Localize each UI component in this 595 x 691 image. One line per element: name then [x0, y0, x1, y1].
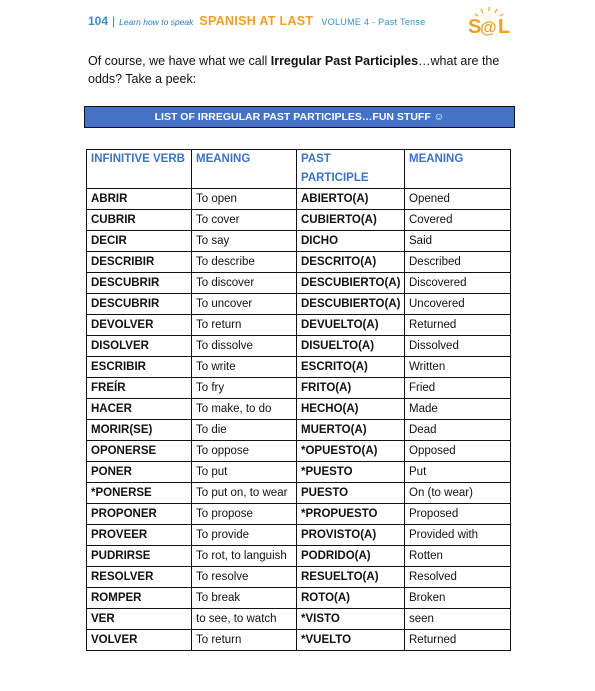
cell-participle-meaning: Resolved — [405, 567, 511, 588]
header-separator: | — [112, 14, 116, 28]
cell-meaning: To describe — [192, 252, 297, 273]
cell-infinitive: ROMPER — [87, 588, 192, 609]
cell-past-participle: RESUELTO(A) — [297, 567, 405, 588]
cell-infinitive: MORIR(SE) — [87, 420, 192, 441]
table-row — [87, 462, 511, 483]
table-body — [87, 189, 511, 651]
table-row — [87, 294, 511, 315]
table-row — [87, 525, 511, 546]
cell-past-participle: DISUELTO(A) — [297, 336, 405, 357]
cell-past-participle: FRITO(A) — [297, 378, 405, 399]
cell-infinitive: DESCRIBIR — [87, 252, 192, 273]
cell-past-participle: ESCRITO(A) — [297, 357, 405, 378]
cell-past-participle: DEVUELTO(A) — [297, 315, 405, 336]
sal-logo-icon — [466, 6, 512, 38]
cell-meaning: To say — [192, 231, 297, 252]
cell-infinitive: VER — [87, 609, 192, 630]
table-row — [87, 504, 511, 525]
svg-text:@: @ — [480, 18, 497, 37]
cell-participle-meaning: Made — [405, 399, 511, 420]
cell-participle-meaning: Said — [405, 231, 511, 252]
cell-meaning: To put on, to wear — [192, 483, 297, 504]
cell-infinitive: DESCUBRIR — [87, 273, 192, 294]
header-volume: VOLUME 4 - Past Tense — [321, 17, 426, 27]
table-row — [87, 399, 511, 420]
cell-infinitive: PUDRIRSE — [87, 546, 192, 567]
cell-participle-meaning: Fried — [405, 378, 511, 399]
cell-participle-meaning: seen — [405, 609, 511, 630]
cell-meaning: To rot, to languish — [192, 546, 297, 567]
header-past-participle: PAST PARTICIPLE — [297, 150, 405, 189]
cell-past-participle: *PUESTO — [297, 462, 405, 483]
cell-participle-meaning: Proposed — [405, 504, 511, 525]
cell-past-participle: PROVISTO(A) — [297, 525, 405, 546]
cell-infinitive: HACER — [87, 399, 192, 420]
cell-infinitive: PROVEER — [87, 525, 192, 546]
table-row — [87, 378, 511, 399]
intro-text-after: …what are the odds? Take a peek: — [88, 54, 500, 86]
table-row — [87, 336, 511, 357]
table-row — [87, 273, 511, 294]
cell-infinitive: DESCUBRIR — [87, 294, 192, 315]
cell-meaning: To return — [192, 315, 297, 336]
cell-past-participle: HECHO(A) — [297, 399, 405, 420]
cell-meaning: To resolve — [192, 567, 297, 588]
cell-participle-meaning: Rotten — [405, 546, 511, 567]
cell-meaning: To write — [192, 357, 297, 378]
cell-infinitive: DEVOLVER — [87, 315, 192, 336]
cell-meaning: To propose — [192, 504, 297, 525]
intro-text-before: Of course, we have what we call — [88, 54, 271, 68]
table-row — [87, 315, 511, 336]
svg-text:S: S — [468, 16, 482, 38]
cell-meaning: To oppose — [192, 441, 297, 462]
cell-infinitive: OPONERSE — [87, 441, 192, 462]
cell-infinitive: RESOLVER — [87, 567, 192, 588]
cell-past-participle: *VUELTO — [297, 630, 405, 651]
table-row — [87, 483, 511, 504]
cell-participle-meaning: Put — [405, 462, 511, 483]
cell-meaning: To return — [192, 630, 297, 651]
cell-infinitive: ABRIR — [87, 189, 192, 210]
table-row — [87, 231, 511, 252]
header-title: SPANISH AT LAST — [199, 14, 314, 28]
cell-participle-meaning: On (to wear) — [405, 483, 511, 504]
table-row — [87, 210, 511, 231]
cell-infinitive: FREÍR — [87, 378, 192, 399]
cell-infinitive: VOLVER — [87, 630, 192, 651]
table-row — [87, 588, 511, 609]
page-header — [88, 14, 426, 36]
cell-meaning: to see, to watch — [192, 609, 297, 630]
cell-meaning: To fry — [192, 378, 297, 399]
cell-past-participle: *OPUESTO(A) — [297, 441, 405, 462]
cell-infinitive: PROPONER — [87, 504, 192, 525]
cell-participle-meaning: Broken — [405, 588, 511, 609]
cell-meaning: To cover — [192, 210, 297, 231]
cell-past-participle: PUESTO — [297, 483, 405, 504]
table-row — [87, 420, 511, 441]
cell-meaning: To discover — [192, 273, 297, 294]
cell-past-participle: DICHO — [297, 231, 405, 252]
cell-participle-meaning: Discovered — [405, 273, 511, 294]
table-row — [87, 567, 511, 588]
cell-meaning: To provide — [192, 525, 297, 546]
table-row — [87, 189, 511, 210]
cell-past-participle: ROTO(A) — [297, 588, 405, 609]
cell-infinitive: PONER — [87, 462, 192, 483]
cell-participle-meaning: Covered — [405, 210, 511, 231]
table-row — [87, 252, 511, 273]
cell-meaning: To make, to do — [192, 399, 297, 420]
header-meaning-2: MEANING — [405, 150, 511, 189]
table-header-row — [87, 150, 511, 189]
cell-participle-meaning: Returned — [405, 315, 511, 336]
cell-participle-meaning: Written — [405, 357, 511, 378]
cell-participle-meaning: Described — [405, 252, 511, 273]
cell-participle-meaning: Uncovered — [405, 294, 511, 315]
cell-meaning: To die — [192, 420, 297, 441]
cell-past-participle: *VISTO — [297, 609, 405, 630]
table-row — [87, 609, 511, 630]
table-row — [87, 441, 511, 462]
table-banner: LIST OF IRREGULAR PAST PARTICIPLES…FUN STUFF ☺ — [84, 106, 515, 128]
cell-participle-meaning: Returned — [405, 630, 511, 651]
cell-past-participle: DESCUBIERTO(A) — [297, 294, 405, 315]
cell-participle-meaning: Dissolved — [405, 336, 511, 357]
cell-past-participle: DESCRITO(A) — [297, 252, 405, 273]
header-meaning: MEANING — [192, 150, 297, 189]
cell-infinitive: DECIR — [87, 231, 192, 252]
cell-participle-meaning: Dead — [405, 420, 511, 441]
cell-past-participle: ABIERTO(A) — [297, 189, 405, 210]
cell-past-participle: DESCUBIERTO(A) — [297, 273, 405, 294]
irregular-participles-table — [86, 149, 511, 651]
table-row — [87, 630, 511, 651]
cell-past-participle: MUERTO(A) — [297, 420, 405, 441]
cell-past-participle: PODRIDO(A) — [297, 546, 405, 567]
cell-participle-meaning: Opened — [405, 189, 511, 210]
cell-participle-meaning: Opposed — [405, 441, 511, 462]
cell-past-participle: *PROPUESTO — [297, 504, 405, 525]
header-learn-text: Learn how to speak — [119, 17, 194, 27]
table-row — [87, 546, 511, 567]
intro-text-bold: Irregular Past Participles — [270, 54, 419, 68]
cell-meaning: To open — [192, 189, 297, 210]
cell-meaning: To uncover — [192, 294, 297, 315]
cell-meaning: To break — [192, 588, 297, 609]
intro-paragraph — [88, 52, 508, 88]
table-row — [87, 357, 511, 378]
header-infinitive: INFINITIVE VERB — [87, 150, 192, 189]
page-number: 104 — [88, 14, 109, 28]
cell-past-participle: CUBIERTO(A) — [297, 210, 405, 231]
cell-meaning: To dissolve — [192, 336, 297, 357]
cell-infinitive: DISOLVER — [87, 336, 192, 357]
cell-infinitive: CUBRIR — [87, 210, 192, 231]
cell-infinitive: *PONERSE — [87, 483, 192, 504]
cell-participle-meaning: Provided with — [405, 525, 511, 546]
cell-infinitive: ESCRIBIR — [87, 357, 192, 378]
svg-text:L: L — [498, 16, 511, 38]
cell-meaning: To put — [192, 462, 297, 483]
